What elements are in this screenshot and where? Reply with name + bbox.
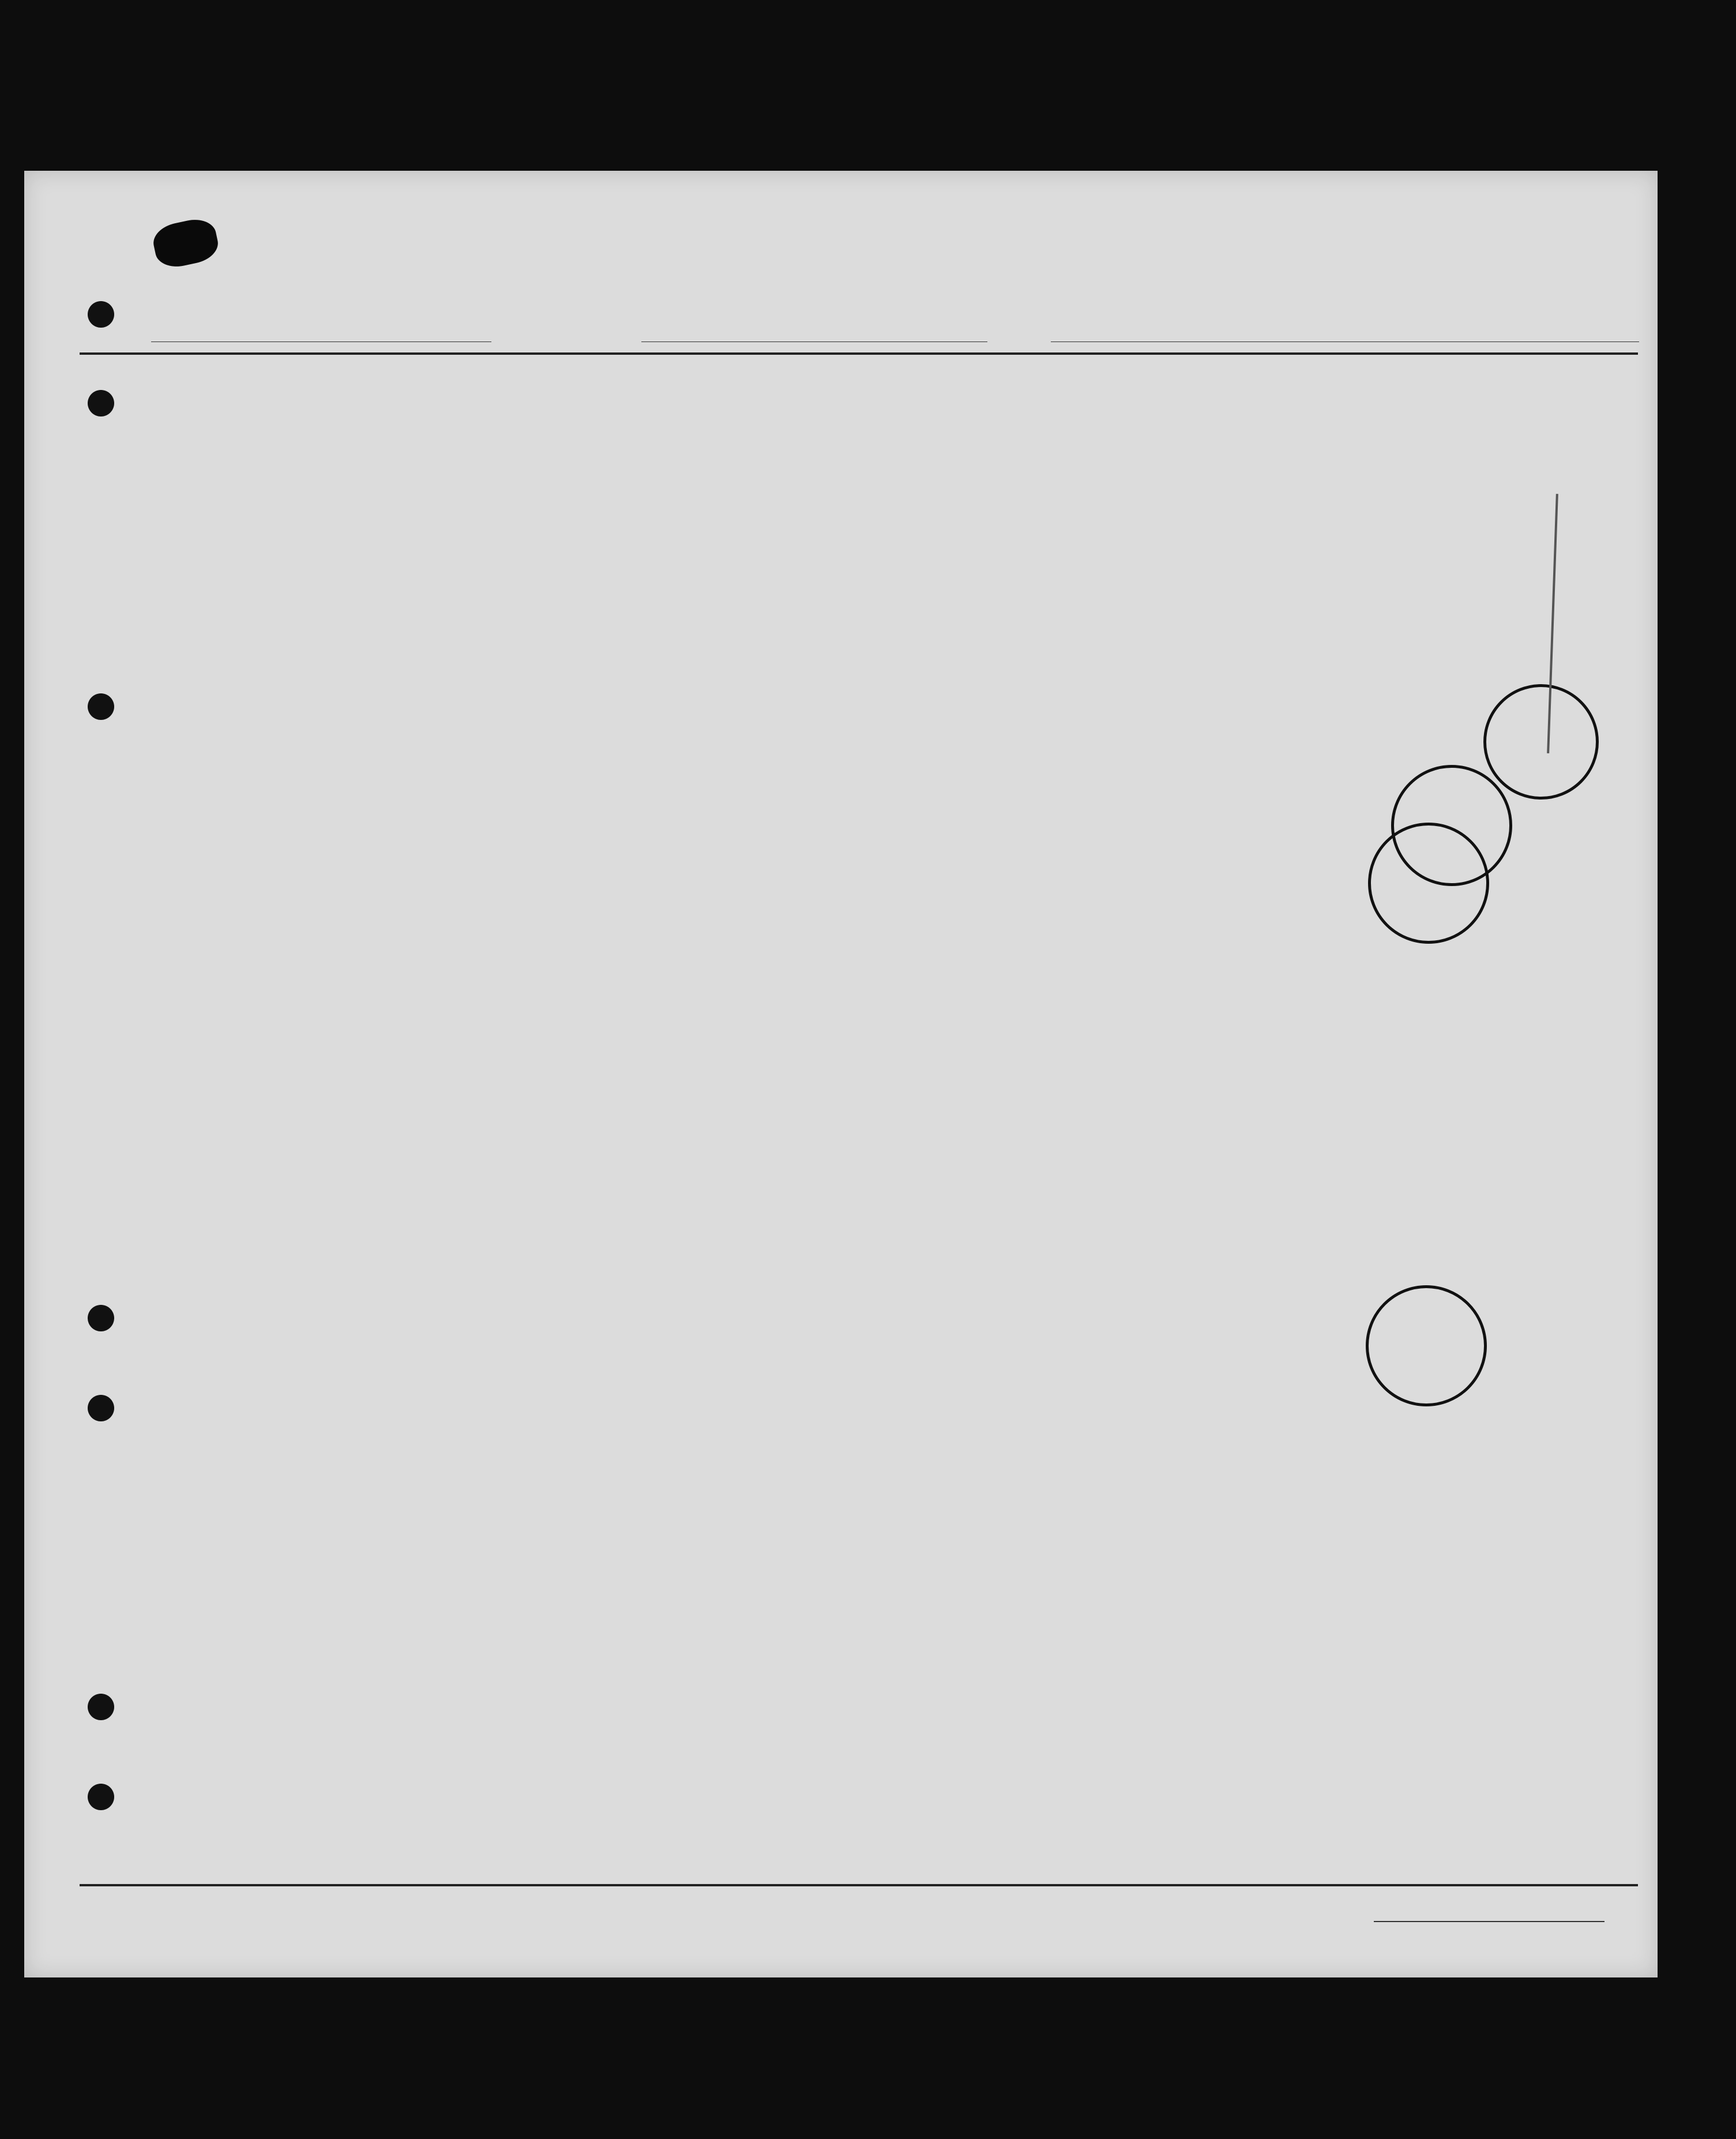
manifest-sheet <box>24 171 1658 1977</box>
punch-hole <box>88 1784 114 1810</box>
redaction-blot <box>150 215 221 271</box>
punch-hole <box>88 1395 114 1421</box>
consulate-seal <box>1368 823 1489 944</box>
punch-hole <box>88 693 114 720</box>
punch-hole <box>88 1305 114 1331</box>
table-top-rule <box>80 352 1638 355</box>
punch-hole <box>88 1694 114 1720</box>
punch-hole <box>88 301 114 328</box>
consulate-seal <box>1483 684 1599 800</box>
signature-underline <box>1374 1921 1605 1922</box>
consulate-seal <box>1366 1285 1487 1406</box>
table-bottom-rule <box>80 1884 1638 1886</box>
punch-hole <box>88 390 114 416</box>
